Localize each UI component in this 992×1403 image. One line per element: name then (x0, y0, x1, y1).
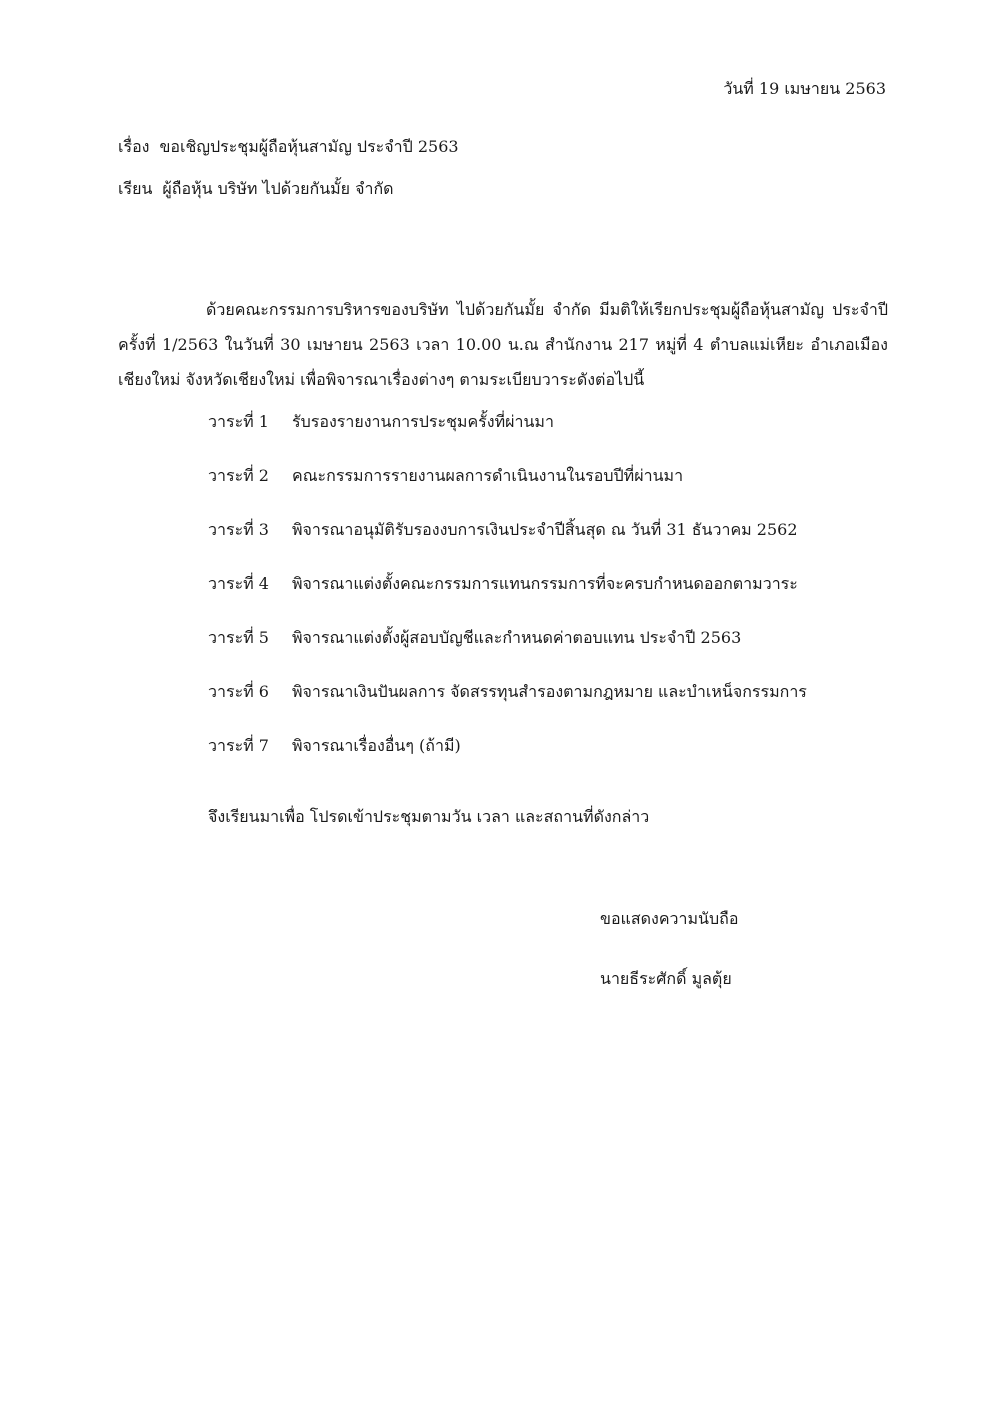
agenda-item (208, 519, 807, 573)
agenda-label: วาระที่ 6 (208, 682, 269, 701)
agenda-item (208, 681, 807, 735)
agenda-text: พิจารณาแต่งตั้งผู้สอบบัญชีและกำหนดค่าตอบแทน ประจำปี 2563 (292, 628, 742, 647)
body-paragraph: ด้วยคณะกรรมการบริหารของบริษัท ไปด้วยกันมั้ย จำกัด มีมติให้เรียกประชุมผู้ถือหุ้นสามัญ ประจำปี ครั้งที่ 1/2563 ในวันที่ 30 เมษายน 2563 เวลา 10.00 น.ณ สำนักงาน 217 หมู่ที่ 4 ตำบลแม่เหียะ อำเภอเมืองเชียงใหม่ จังหวัดเชียงใหม่ เพื่อพิจารณาเรื่องต่างๆ ตามระเบียบวาระดังต่อไปนี้ (118, 300, 888, 389)
agenda-label: วาระที่ 1 (208, 412, 269, 431)
agenda-list (208, 411, 807, 789)
agenda-label: วาระที่ 3 (208, 520, 269, 539)
agenda-text: คณะกรรมการรายงานผลการดำเนินงานในรอบปีที่ผ่านมา (292, 466, 684, 485)
agenda-item (208, 573, 807, 627)
agenda-item (208, 411, 807, 465)
agenda-label: วาระที่ 7 (208, 736, 269, 755)
agenda-item (208, 735, 807, 789)
closing-sentence: จึงเรียนมาเพื่อ โปรดเข้าประชุมตามวัน เวลา และสถานที่ดังกล่าว (208, 807, 650, 826)
recipient-text: ผู้ถือหุ้น บริษัท ไปด้วยกันมั้ย จำกัด (162, 179, 394, 198)
agenda-text: พิจารณาแต่งตั้งคณะกรรมการแทนกรรมการที่จะครบกำหนดออกตามวาระ (292, 574, 798, 593)
agenda-item (208, 627, 807, 681)
subject-line (118, 136, 459, 158)
letter-date: วันที่ 19 เมษายน 2563 (723, 79, 886, 98)
subject-text: ขอเชิญประชุมผู้ถือหุ้นสามัญ ประจำปี 2563 (159, 137, 459, 156)
agenda-text: พิจารณาอนุมัติรับรองงบการเงินประจำปีสิ้นสุด ณ วันที่ 31 ธันวาคม 2562 (292, 520, 798, 539)
agenda-label: วาระที่ 5 (208, 628, 269, 647)
agenda-text: พิจารณาเงินปันผลการ จัดสรรทุนสำรองตามกฎหมาย และบำเหน็จกรรมการ (292, 682, 807, 701)
agenda-item (208, 465, 807, 519)
agenda-label: วาระที่ 2 (208, 466, 269, 485)
subject-label: เรื่อง (118, 137, 150, 156)
agenda-text: พิจารณาเรื่องอื่นๆ (ถ้ามี) (292, 736, 461, 755)
agenda-label: วาระที่ 4 (208, 574, 269, 593)
recipient-line (118, 178, 394, 200)
agenda-text: รับรองรายงานการประชุมครั้งที่ผ่านมา (292, 412, 554, 431)
signer-name: นายธีระศักดิ์ มูลตุ้ย (600, 969, 732, 988)
regards-line: ขอแสดงความนับถือ (600, 909, 739, 928)
recipient-label: เรียน (118, 179, 153, 198)
